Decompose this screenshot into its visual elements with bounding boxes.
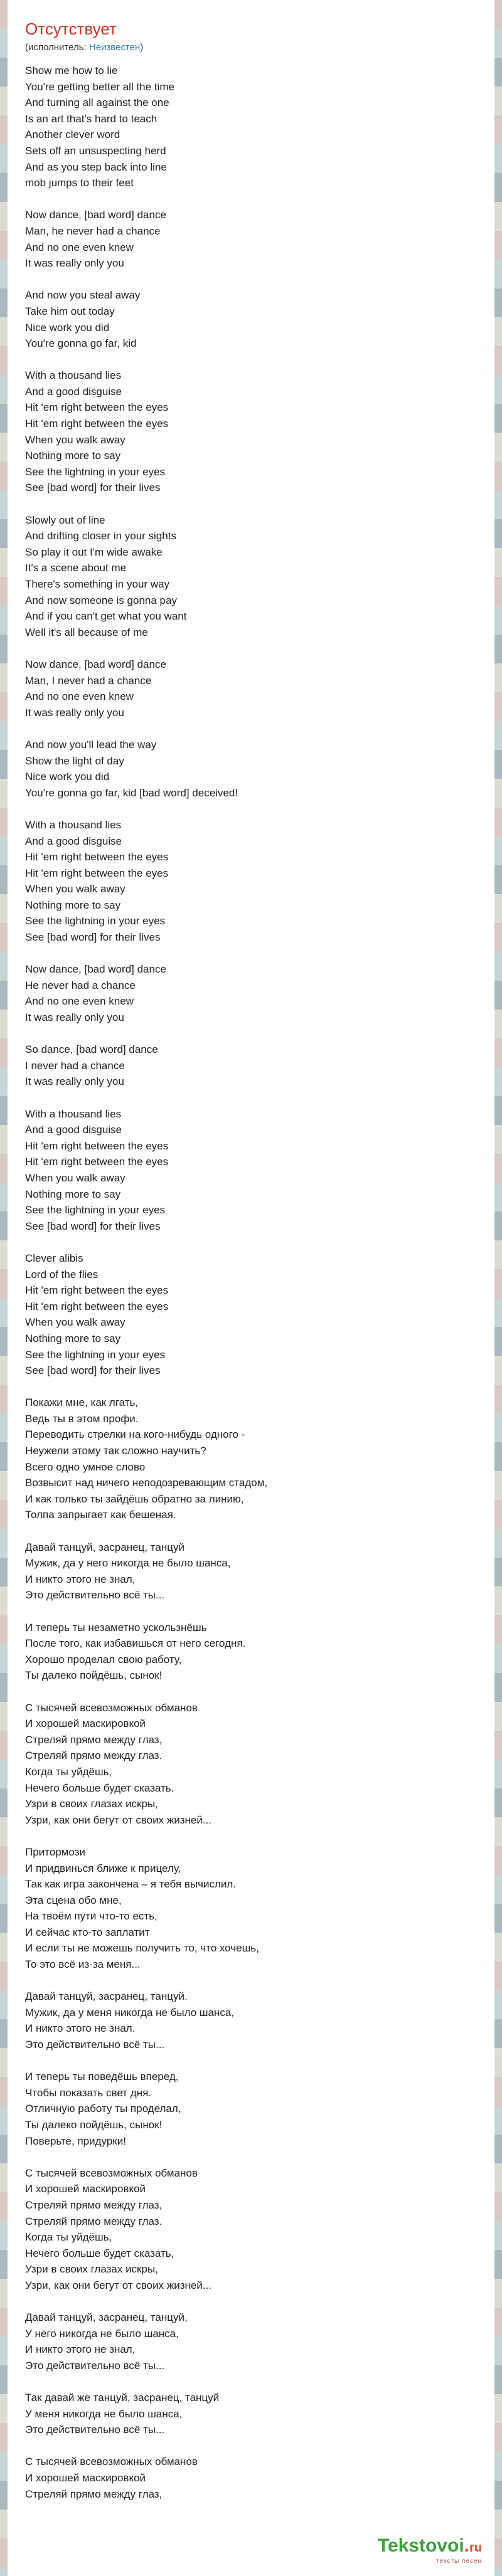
lyrics-stanza [25, 1250, 477, 1379]
lyrics-line: И хорошей маскировкой [25, 2472, 146, 2484]
lyrics-line: When you walk away [25, 433, 125, 446]
lyrics-line: With a thousand lies [25, 1107, 122, 1120]
lyrics-stanza [25, 1988, 477, 2052]
lyrics-line: И хорошей маскировкой [25, 2183, 146, 2195]
lyrics-line: Hit 'em right between the eyes [25, 1284, 169, 1297]
lyrics-line: Slowly out of line [25, 514, 105, 526]
lyrics-line: С тысячей всевозможных обманов [25, 1701, 198, 1714]
lyrics-line: mob jumps to their feet [25, 177, 134, 189]
lyrics-line: И теперь ты незаметно ускользнёшь [25, 1621, 207, 1634]
lyrics-stanza [25, 2309, 477, 2373]
lyrics-line: Мужик, да у меня никогда не было шанса, [25, 2006, 235, 2019]
lyrics-line: Это действительно всё ты... [25, 2424, 165, 2436]
lyrics-line: He never had a chance [25, 979, 136, 991]
lyrics-stanza [25, 1620, 477, 1684]
lyrics-line: Нечего больше будет сказать. [25, 1782, 174, 1794]
lyrics-line: Now dance, [bad word] dance [25, 963, 166, 976]
lyrics-line: И если ты не можешь получить то, что хочешь, [25, 1942, 259, 1955]
logo-wordmark [378, 2536, 482, 2558]
lyrics-stanza [25, 961, 477, 1025]
lyrics-line: Давай танцуй, засранец, танцуй [25, 1541, 184, 1553]
lyrics-line: Nothing more to say [25, 899, 121, 911]
lyrics-stanza [25, 1395, 477, 1523]
lyrics-line: And now someone is gonna pay [25, 594, 177, 606]
lyrics-line: See the lightning in your eyes [25, 1348, 166, 1361]
decorative-left-stripe [0, 0, 8, 2576]
lyrics-line: See the lightning in your eyes [25, 915, 166, 927]
lyrics-line: То это всё из-за меня... [25, 1958, 141, 1971]
lyrics-line: И никто этого не знал. [25, 2022, 136, 2035]
lyrics-stanza [25, 1042, 477, 1090]
lyrics-line: And a good disguise [25, 1124, 122, 1136]
lyrics-line: And a good disguise [25, 385, 122, 398]
lyrics-line: You're gonna go far, kid [25, 337, 137, 350]
artist-line [25, 41, 477, 54]
lyrics-line: Lord of the flies [25, 1268, 99, 1280]
lyrics-line: Неужели этому так сложно научить? [25, 1445, 206, 1457]
lyrics-line: Take him out today [25, 305, 115, 317]
lyrics-line: Nothing more to say [25, 1332, 121, 1344]
lyrics-stanza [25, 512, 477, 641]
lyrics-line: And if you can't get what you want [25, 610, 187, 623]
lyrics-line: You're getting better all the time [25, 80, 174, 93]
lyrics-line: Покажи мне, как лгать, [25, 1396, 139, 1409]
lyrics-line: There's something in your way [25, 578, 170, 590]
lyrics-line: And turning all against the one [25, 97, 169, 109]
logo-tagline: тексты песен [435, 2558, 482, 2565]
lyrics-line: У меня никогда не было шанса, [25, 2407, 183, 2420]
lyrics-stanza [25, 2390, 477, 2438]
lyrics-line: Nice work you did [25, 771, 110, 783]
lyrics-line: С тысячей всевозможных обманов [25, 2167, 198, 2179]
lyrics-line: See [bad word] for their lives [25, 482, 161, 494]
lyrics-body [25, 63, 477, 2502]
lyrics-line: Nothing more to say [25, 450, 121, 462]
lyrics-line: Нечего больше будет сказать, [25, 2247, 174, 2259]
lyrics-line: See [bad word] for their lives [25, 931, 161, 944]
lyrics-line: И хорошей маскировкой [25, 1718, 146, 1730]
lyrics-line: Отличную работу ты проделал, [25, 2103, 181, 2115]
lyrics-line: Hit 'em right between the eyes [25, 418, 169, 430]
lyrics-stanza [25, 1539, 477, 1603]
lyrics-line: Толпа запрыгает как бешеная. [25, 1509, 176, 1521]
lyrics-stanza [25, 817, 477, 946]
lyrics-line: So play it out I'm wide awake [25, 546, 163, 558]
lyrics-line: Когда ты уйдёшь, [25, 1765, 112, 1778]
lyrics-line: Ведь ты в этом профи. [25, 1412, 139, 1425]
lyrics-line: Hit 'em right between the eyes [25, 1156, 169, 1168]
lyrics-line: Это действительно всё ты... [25, 2359, 165, 2372]
lyrics-stanza [25, 2165, 477, 2294]
lyrics-line: Now dance, [bad word] dance [25, 209, 166, 221]
logo-main-text: Tekstovoi [377, 2535, 464, 2556]
lyrics-line: Когда ты уйдёшь, [25, 2231, 112, 2244]
lyrics-stanza [25, 2454, 477, 2502]
lyrics-line: И теперь ты поведёшь вперед, [25, 2071, 179, 2083]
lyrics-line: With a thousand lies [25, 369, 122, 382]
lyrics-line: So dance, [bad word] dance [25, 1043, 158, 1056]
lyrics-line: Show the light of day [25, 754, 124, 767]
lyrics-line: Стреляй прямо между глаз, [25, 1733, 163, 1746]
lyrics-line: It was really only you [25, 1075, 124, 1088]
lyrics-line: Поверьте, придурки! [25, 2135, 126, 2147]
lyrics-line: Sets off an unsuspecting herd [25, 144, 166, 157]
lyrics-line: Хорошо проделал свою работу, [25, 1653, 182, 1665]
lyrics-line: And drifting closer in your sights [25, 530, 176, 542]
lyrics-line: And no one even knew [25, 690, 134, 703]
lyrics-line: Now dance, [bad word] dance [25, 658, 166, 670]
lyrics-line: Hit 'em right between the eyes [25, 1139, 169, 1152]
lyrics-line: Эта сцена обо мне, [25, 1894, 122, 1906]
lyrics-line: Стреляй прямо между глаз. [25, 2215, 163, 2227]
lyrics-line: Узри, как они бегут от своих жизней... [25, 2279, 212, 2291]
lyrics-line: Nothing more to say [25, 1188, 121, 1200]
lyrics-line: And as you step back into line [25, 161, 167, 173]
lyrics-stanza [25, 2069, 477, 2149]
lyrics-line: I never had a chance [25, 1059, 125, 1072]
lyrics-line: И сейчас кто-то заплатит [25, 1926, 150, 1938]
lyrics-line: And no one even knew [25, 241, 134, 253]
lyrics-line: Так как игра закончена – я тебя вычислил. [25, 1878, 237, 1891]
lyrics-line: С тысячей всевозможных обманов [25, 2456, 198, 2468]
lyrics-line: Ты далеко пойдёшь, сынок! [25, 1669, 163, 1682]
lyrics-line: Ты далеко пойдёшь, сынок! [25, 2119, 163, 2131]
lyrics-line: Всего одно умное слово [25, 1460, 146, 1473]
lyrics-line: Притормози [25, 1845, 85, 1858]
lyrics-line: See the lightning in your eyes [25, 1204, 166, 1217]
lyrics-stanza [25, 367, 477, 496]
lyrics-line: Show me how to lie [25, 65, 118, 77]
lyrics-line: It's a scene about me [25, 562, 127, 574]
lyrics-line: See [bad word] for their lives [25, 1365, 161, 1377]
lyrics-line: И никто этого не знал, [25, 2343, 136, 2356]
lyrics-page [25, 19, 477, 2518]
lyrics-stanza [25, 657, 477, 721]
lyrics-line: Это действительно всё ты... [25, 2039, 165, 2051]
lyrics-line: And no one even knew [25, 995, 134, 1008]
lyrics-line: И придвинься ближе к прицелу, [25, 1862, 181, 1874]
lyrics-line: It was really only you [25, 1011, 124, 1024]
lyrics-line: Давай танцуй, засранец, танцуй, [25, 2311, 188, 2324]
logo-dot: . [464, 2535, 469, 2556]
artist-link[interactable]: Неизвестен [88, 42, 141, 53]
lyrics-line: It was really only you [25, 706, 124, 719]
lyrics-stanza [25, 1700, 477, 1829]
lyrics-line: Стреляй прямо между глаз. [25, 1750, 163, 1762]
site-logo[interactable] [378, 2536, 482, 2565]
lyrics-line: Well it's all because of me [25, 626, 148, 638]
lyrics-line: Another clever word [25, 129, 120, 141]
artist-suffix: ) [140, 42, 144, 53]
decorative-right-stripe [494, 0, 502, 2576]
lyrics-line: Man, he never had a chance [25, 224, 161, 237]
lyrics-line: Hit 'em right between the eyes [25, 851, 169, 863]
lyrics-line: And now you steal away [25, 289, 141, 302]
lyrics-stanza [25, 737, 477, 801]
lyrics-line: Clever alibis [25, 1252, 83, 1264]
lyrics-line: Hit 'em right between the eyes [25, 867, 169, 879]
lyrics-line: Так давай же танцуй, засранец, танцуй [25, 2392, 220, 2404]
lyrics-line: Это действительно всё ты... [25, 1589, 165, 1602]
lyrics-stanza [25, 207, 477, 271]
artist-prefix: (исполнитель: [25, 42, 89, 53]
lyrics-stanza [25, 63, 477, 191]
logo-tld: ru [469, 2541, 482, 2555]
lyrics-line: Узри в своих глазах искры, [25, 1798, 158, 1810]
lyrics-line: Переводить стрелки на кого-нибудь одного - [25, 1428, 245, 1441]
lyrics-line: Hit 'em right between the eyes [25, 1300, 169, 1312]
lyrics-line: На твоём пути что-то есть, [25, 1910, 158, 1923]
lyrics-line: Стреляй прямо между глаз, [25, 2488, 163, 2500]
lyrics-line: Давай танцуй, засранец, танцуй. [25, 1990, 188, 2003]
lyrics-line: После того, как избавишься от него сегодня. [25, 1637, 246, 1650]
lyrics-line: When you walk away [25, 1316, 125, 1329]
lyrics-line: When you walk away [25, 1171, 125, 1184]
lyrics-line: Hit 'em right between the eyes [25, 401, 169, 414]
lyrics-line: Nice work you did [25, 321, 110, 334]
lyrics-stanza [25, 287, 477, 351]
lyrics-line: Узри, как они бегут от своих жизней... [25, 1813, 212, 1826]
lyrics-line: You're gonna go far, kid [bad word] deceived! [25, 786, 238, 799]
lyrics-line: With a thousand lies [25, 818, 122, 831]
lyrics-line: When you walk away [25, 883, 125, 895]
lyrics-line: И как только ты зайдёшь обратно за линию, [25, 1492, 244, 1505]
lyrics-line: Man, I never had a chance [25, 674, 152, 687]
lyrics-line: And now you'll lead the way [25, 738, 157, 751]
lyrics-line: Is an art that's hard to teach [25, 112, 158, 125]
lyrics-line: Чтобы показать свет дня. [25, 2086, 152, 2099]
lyrics-stanza [25, 1844, 477, 1973]
lyrics-line: Возвысит над ничего неподозревающим стадом, [25, 1477, 268, 1489]
lyrics-line: Узри в своих глазах искры, [25, 2263, 158, 2276]
lyrics-line: See the lightning in your eyes [25, 465, 166, 478]
lyrics-line: У него никогда не было шанса, [25, 2327, 179, 2340]
lyrics-line: Мужик, да у него никогда не было шанса, [25, 1557, 231, 1570]
lyrics-line: See [bad word] for their lives [25, 1220, 161, 1232]
lyrics-line: И никто этого не знал, [25, 1573, 136, 1585]
lyrics-line: Стреляй прямо между глаз, [25, 2199, 163, 2211]
song-title: Отсутствует [25, 19, 117, 38]
lyrics-line: It was really only you [25, 257, 124, 270]
lyrics-stanza [25, 1106, 477, 1235]
lyrics-line: And a good disguise [25, 835, 122, 847]
